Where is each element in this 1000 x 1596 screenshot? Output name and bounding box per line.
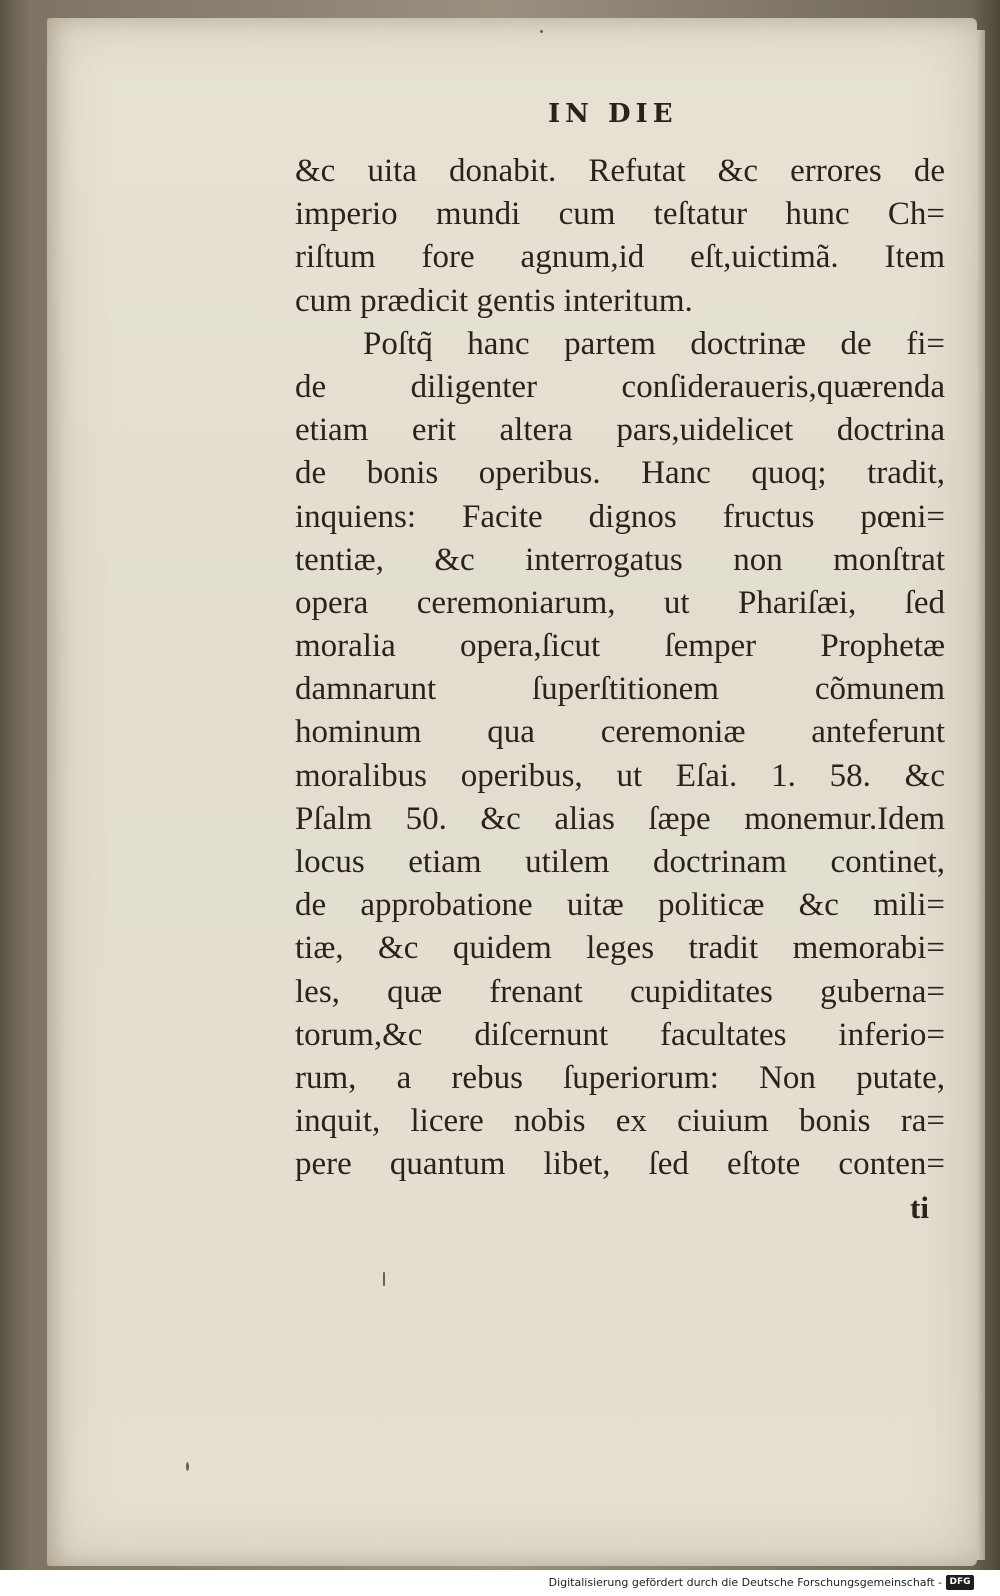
footer-bar	[0, 1570, 1000, 1596]
text-line: moralibus operibus, ut Eſai. 1. 58. &c	[295, 757, 945, 794]
paper-speck	[186, 1462, 189, 1471]
text-line: de diligenter conſideraueris,quærenda	[295, 368, 945, 405]
text-line: opera ceremoniarum, ut Phariſæi, ſed	[295, 584, 945, 621]
text-line: cum prædicit gentis interitum.	[295, 282, 693, 319]
text-line: de approbatione uitæ politicæ &c mili=	[295, 887, 945, 924]
text-line: moralia opera,ſicut ſemper Prophetæ	[295, 628, 945, 665]
page-edge	[977, 30, 985, 1560]
text-line: tiæ, &c quidem leges tradit memorabi=	[295, 930, 945, 967]
text-line: inquit, licere nobis ex ciuium bonis ra=	[295, 1103, 945, 1140]
text-line: locus etiam utilem doctrinam continet,	[295, 844, 945, 880]
funding-credit: Digitalisierung gefördert durch die Deutsche Forschungsgemeinschaft -	[548, 1576, 942, 1589]
text-line: Poſtq̃ hanc partem doctrinæ de fi=	[363, 325, 945, 362]
text-line: riſtum fore agnum,id eſt,uictimã. Item	[295, 239, 945, 276]
text-line: tentiæ, &c interrogatus non monſtrat	[295, 541, 945, 578]
paper-speck	[383, 1272, 385, 1286]
text-line: rum, a rebus ſuperiorum: Non putate,	[295, 1059, 945, 1096]
text-line: Pſalm 50. &c alias ſæpe monemur.Idem	[295, 800, 945, 837]
text-line: torum,&c diſcernunt facultates inferio=	[295, 1016, 945, 1053]
running-head: IN DIE	[548, 99, 678, 129]
text-line: inquiens: Facite dignos fructus pœni=	[295, 498, 945, 535]
text-line: hominum qua ceremoniæ anteferunt	[295, 714, 945, 751]
text-line: de bonis operibus. Hanc quoq; tradit,	[295, 455, 945, 492]
body-text	[295, 150, 945, 1187]
paper-speck	[540, 30, 543, 33]
text-line: damnarunt ſuperſtitionem cõmunem	[295, 671, 945, 708]
catchword: ti	[910, 1190, 929, 1225]
text-line: imperio mundi cum teſtatur hunc Ch=	[295, 196, 945, 233]
text-line: les, quæ frenant cupiditates guberna=	[295, 973, 945, 1010]
text-line: etiam erit altera pars,uidelicet doctrina	[295, 412, 945, 449]
text-line: &c uita donabit. Refutat &c errores de	[295, 153, 945, 189]
text-line: pere quantum libet, ſed eſtote conten=	[295, 1146, 945, 1183]
dfg-logo-icon: DFG	[946, 1575, 974, 1590]
